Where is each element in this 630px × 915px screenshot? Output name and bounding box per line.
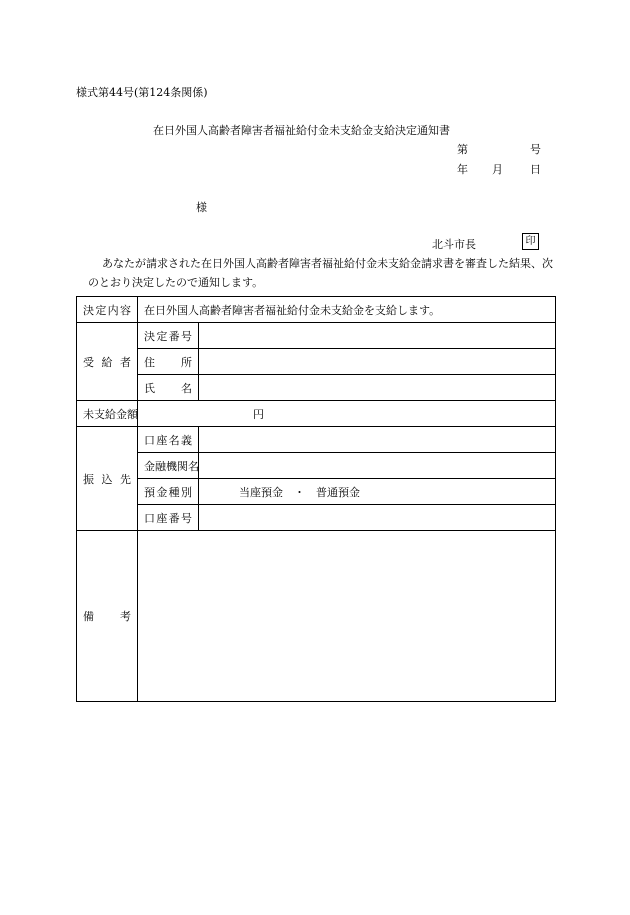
notice-body: あなたが請求された在日外国人高齢者障害者福祉給付金未支給金請求書を審査した結果、次のとおり決定したので通知します。: [88, 257, 553, 289]
decision-label: 決定内容: [77, 297, 138, 323]
date-day: 日: [530, 163, 541, 176]
table-row: [77, 479, 556, 505]
recipient-label: 受 給 者: [77, 323, 138, 401]
recipient-honorific: 様: [196, 201, 207, 214]
number-suffix: 号: [530, 143, 541, 156]
bank-name-field[interactable]: [199, 453, 556, 479]
table-row: [77, 427, 556, 453]
table-row: [77, 531, 556, 702]
decision-table: [76, 296, 556, 702]
transfer-label: 振 込 先: [77, 427, 138, 531]
account-number-label: 口座番号: [138, 505, 199, 531]
seal-stamp: 印: [522, 233, 539, 250]
address-label: 住 所: [138, 349, 199, 375]
date-month: 月: [492, 163, 503, 176]
amount-label: 未支給金額: [77, 401, 138, 427]
date-year: 年: [457, 163, 468, 176]
remarks-field[interactable]: [138, 531, 556, 702]
table-row: [77, 401, 556, 427]
amount-unit: 円: [138, 401, 556, 427]
deposit-type-label: 預金種別: [138, 479, 199, 505]
table-row: [77, 349, 556, 375]
account-holder-field[interactable]: [199, 427, 556, 453]
issuer-name: 北斗市長: [432, 238, 476, 251]
form-number: 様式第44号(第124条関係): [76, 86, 208, 99]
decision-number-label: 決定番号: [138, 323, 199, 349]
table-row: [77, 375, 556, 401]
account-holder-label: 口座名義: [138, 427, 199, 453]
bank-name-label: 金融機関名: [138, 453, 199, 479]
name-label: 氏 名: [138, 375, 199, 401]
account-number-field[interactable]: [199, 505, 556, 531]
name-field[interactable]: [199, 375, 556, 401]
table-row: [77, 453, 556, 479]
number-prefix: 第: [457, 143, 468, 156]
table-row: [77, 323, 556, 349]
address-field[interactable]: [199, 349, 556, 375]
decision-number-field[interactable]: [199, 323, 556, 349]
deposit-type-options[interactable]: 当座預金 ・ 普通預金: [199, 479, 556, 505]
decision-value: 在日外国人高齢者障害者福祉給付金未支給金を支給します。: [138, 297, 556, 323]
table-row: [77, 297, 556, 323]
table-row: [77, 505, 556, 531]
document-title: 在日外国人高齢者障害者福祉給付金未支給金支給決定通知書: [153, 124, 450, 137]
remarks-label: 備 考: [77, 531, 138, 702]
